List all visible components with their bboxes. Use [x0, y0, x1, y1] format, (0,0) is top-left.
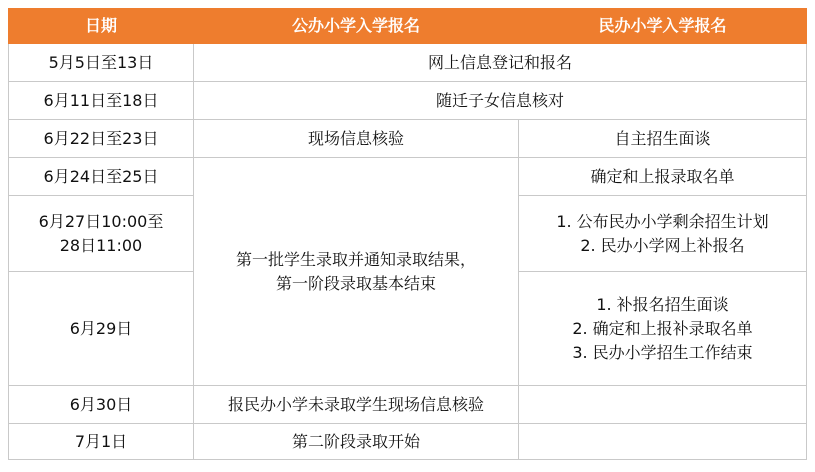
private-cell: 自主招生面谈 — [519, 120, 807, 158]
header-private: 民办小学入学报名 — [519, 9, 807, 44]
table-row — [9, 120, 807, 158]
header-date: 日期 — [9, 9, 194, 44]
table-row — [9, 386, 807, 424]
admission-schedule-table — [8, 8, 807, 460]
table-row — [9, 44, 807, 82]
list-item: 3. 民办小学招生工作结束 — [572, 342, 753, 362]
table-row — [9, 424, 807, 460]
date-cell — [9, 196, 194, 272]
list-item: 1. 公布民办小学剩余招生计划 — [556, 211, 769, 231]
private-list-cell — [519, 196, 807, 272]
list-item: 2. 民办小学网上补报名 — [580, 235, 745, 255]
date-cell: 6月24日至25日 — [9, 158, 194, 196]
private-cell — [519, 386, 807, 424]
private-cell: 确定和上报录取名单 — [519, 158, 807, 196]
date-line: 28日11:00 — [59, 235, 143, 255]
private-cell — [519, 424, 807, 460]
public-cell: 报民办小学未录取学生现场信息核验 — [194, 386, 519, 424]
merged-cell: 网上信息登记和报名 — [194, 44, 807, 82]
public-merged-cell — [194, 158, 519, 386]
merged-cell: 随迁子女信息核对 — [194, 82, 807, 120]
date-cell: 5月5日至13日 — [9, 44, 194, 82]
date-cell: 7月1日 — [9, 424, 194, 460]
private-list-cell — [519, 272, 807, 386]
table-header-row — [9, 9, 807, 44]
table-row — [9, 82, 807, 120]
date-cell: 6月30日 — [9, 386, 194, 424]
header-public: 公办小学入学报名 — [194, 9, 519, 44]
public-merged-line: 第一阶段录取基本结束 — [275, 273, 436, 293]
public-cell: 第二阶段录取开始 — [194, 424, 519, 460]
date-cell: 6月22日至23日 — [9, 120, 194, 158]
date-cell: 6月11日至18日 — [9, 82, 194, 120]
date-line: 6月27日10:00至 — [38, 211, 164, 231]
list-item: 1. 补报名招生面谈 — [596, 294, 729, 314]
list-item: 2. 确定和上报补录取名单 — [572, 318, 753, 338]
date-cell: 6月29日 — [9, 272, 194, 386]
public-cell: 现场信息核验 — [194, 120, 519, 158]
public-merged-line: 第一批学生录取并通知录取结果， — [235, 249, 476, 269]
table-row — [9, 158, 807, 196]
